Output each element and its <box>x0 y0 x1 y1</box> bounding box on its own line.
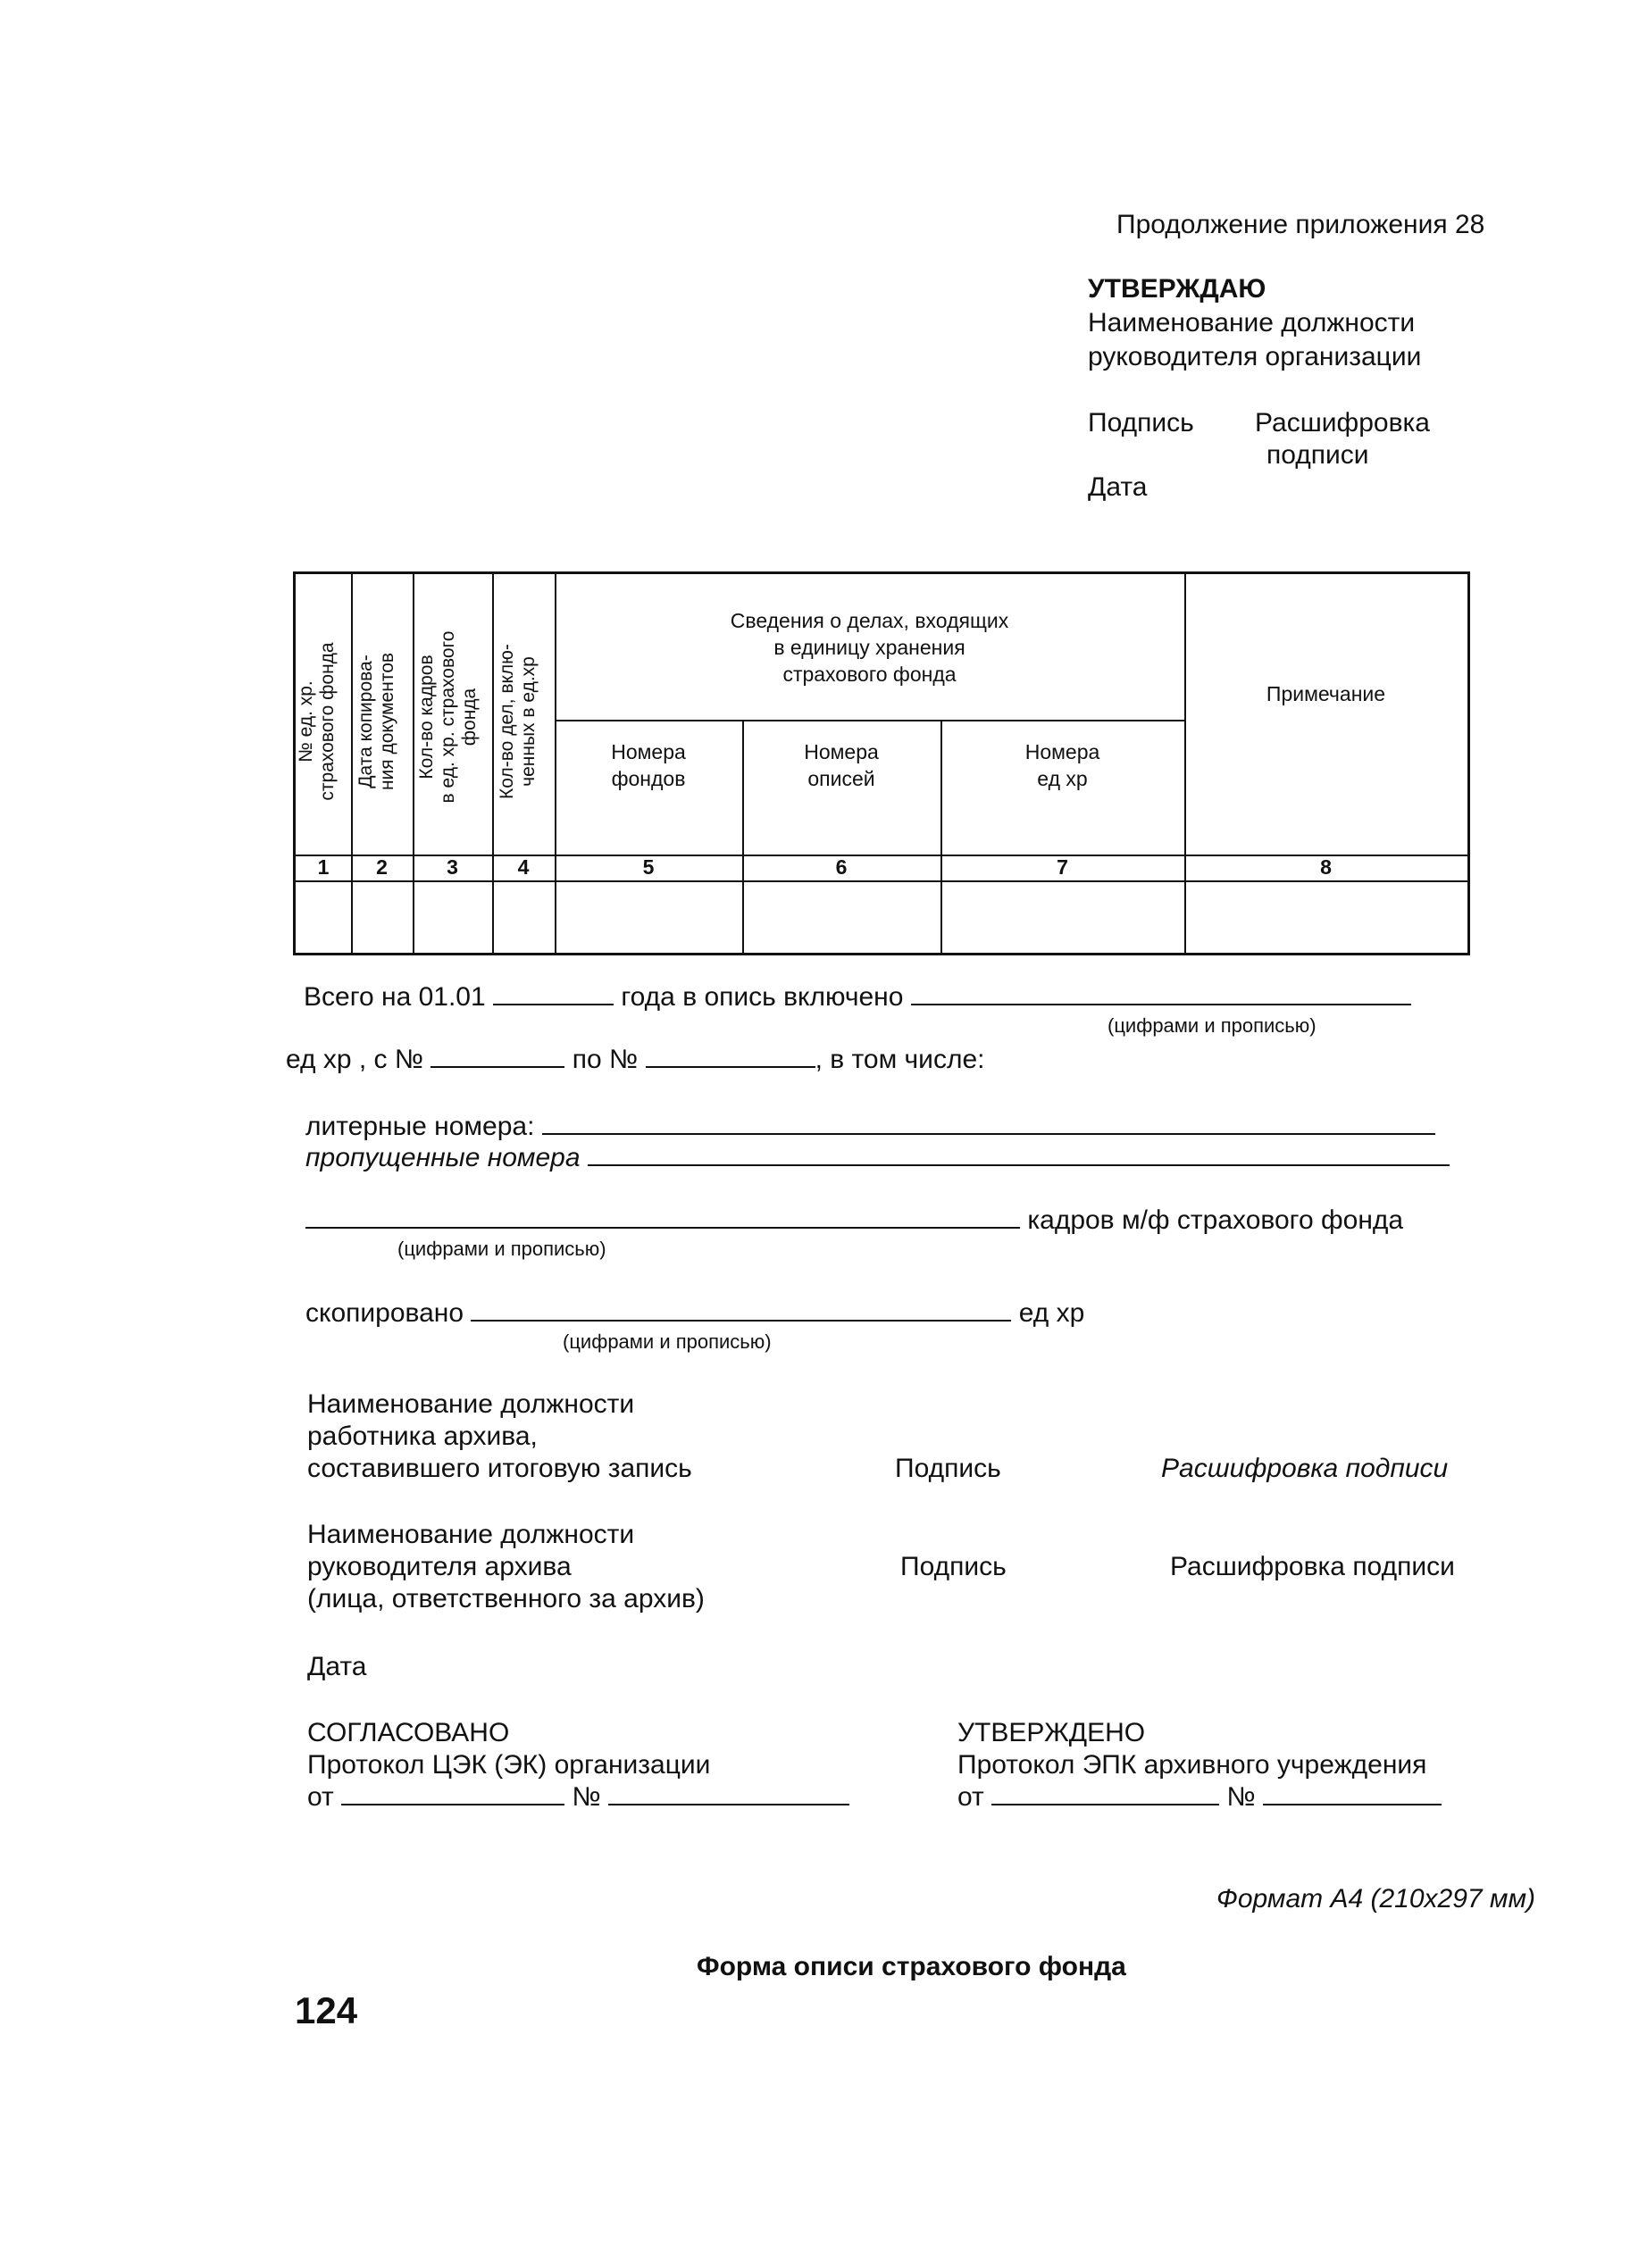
approved-no-label: № <box>1226 1782 1256 1812</box>
col-header-files: Кол-во дел, вклю- ченных в ед.хр <box>497 644 539 799</box>
col-header-note: Примечание <box>1266 682 1386 705</box>
col-number: 6 <box>835 855 848 879</box>
col-header-funds: Номера фондов <box>611 740 686 790</box>
form-title: Форма описи страхового фонда <box>697 1952 1126 1981</box>
to-number-field[interactable] <box>646 1043 815 1068</box>
frames-row <box>305 1204 1403 1238</box>
head-signature: Подпись <box>900 1552 1007 1581</box>
col-header-copy-date: Дата копирова- ния документов <box>355 652 398 791</box>
approved-date-field[interactable] <box>991 1780 1219 1805</box>
worker-title-3: составившего итоговую запись <box>307 1454 692 1483</box>
units-prefix: ед хр , с № <box>286 1045 424 1074</box>
col-header-inventories: Номера описей <box>804 740 879 790</box>
missing-numbers-row <box>305 1141 1450 1175</box>
approve-signature: Подпись <box>1088 408 1194 438</box>
missing-numbers-field[interactable] <box>588 1141 1450 1166</box>
letter-numbers-field[interactable] <box>542 1110 1435 1135</box>
page-number: 124 <box>295 1989 358 2031</box>
agreed-title: СОГЛАСОВАНО <box>307 1718 510 1747</box>
table-vline <box>1184 574 1186 955</box>
col-number: 3 <box>447 855 458 879</box>
approve-line2: руководителя организации <box>1088 342 1422 371</box>
col-header-unit-no: № ед. хр. страхового фонда <box>296 642 339 801</box>
col-header-frames: Кол-во кадров в ед. хр. страхового фонда <box>416 630 481 804</box>
year-field[interactable] <box>493 980 614 1005</box>
copied-unit: ед хр <box>1018 1298 1085 1328</box>
date-label: Дата <box>307 1652 367 1681</box>
col-number: 8 <box>1320 855 1332 879</box>
col-number: 5 <box>642 855 655 879</box>
missing-numbers-label: пропущенные номера <box>305 1143 581 1172</box>
approve-title: УТВЕРЖДАЮ <box>1088 274 1266 304</box>
approved-number-field[interactable] <box>1263 1780 1442 1805</box>
table-vline <box>413 574 414 955</box>
approved-title: УТВЕРЖДЕНО <box>957 1718 1146 1747</box>
total-mid: года в опись включено <box>621 982 904 1012</box>
head-title-1: Наименование должности <box>307 1520 635 1549</box>
total-prefix: Всего на 01.01 <box>304 982 486 1012</box>
units-incl: , в том числе: <box>815 1045 985 1074</box>
worker-title-1: Наименование должности <box>307 1389 635 1419</box>
approve-decode2: подписи <box>1266 440 1369 470</box>
agreed-from-row <box>307 1780 849 1814</box>
col-number: 1 <box>317 855 330 879</box>
inventory-table <box>293 571 1470 955</box>
approved-from-label: от <box>957 1782 984 1812</box>
total-count-field[interactable] <box>911 980 1411 1005</box>
digits-words-hint-3: (цифрами и прописью) <box>563 1330 772 1353</box>
approve-decode: Расшифровка <box>1255 408 1430 438</box>
frames-count-field[interactable] <box>305 1204 1020 1229</box>
worker-title-2: работника архива, <box>307 1422 538 1451</box>
frames-label: кадров м/ф страхового фонда <box>1027 1205 1404 1235</box>
continuation-note: Продолжение приложения 28 <box>1116 210 1485 239</box>
copied-row <box>305 1297 1084 1330</box>
approved-text: Протокол ЭПК архивного учреждения <box>957 1750 1427 1780</box>
agreed-date-field[interactable] <box>341 1780 564 1805</box>
approved-from-row <box>957 1780 1442 1814</box>
agreed-text: Протокол ЦЭК (ЭК) организации <box>307 1750 711 1780</box>
digits-words-hint: (цифрами и прописью) <box>1108 1014 1317 1037</box>
copied-label: скопировано <box>305 1298 464 1328</box>
format-note: Формат А4 (210х297 мм) <box>1216 1884 1536 1914</box>
copied-count-field[interactable] <box>471 1297 1011 1322</box>
agreed-number-field[interactable] <box>608 1780 849 1805</box>
col-number: 7 <box>1057 855 1068 879</box>
agreed-from-label: от <box>307 1782 334 1812</box>
head-title-2: руководителя архива <box>307 1552 572 1581</box>
approve-line1: Наименование должности <box>1088 308 1416 338</box>
agreed-no-label: № <box>572 1782 601 1812</box>
units-row <box>286 1043 984 1077</box>
table-vline <box>351 574 353 955</box>
col-number: 4 <box>517 855 530 879</box>
letter-numbers-row <box>305 1110 1435 1144</box>
letter-numbers-label: литерные номера: <box>305 1112 535 1141</box>
worker-signature: Подпись <box>895 1454 1001 1483</box>
total-row <box>304 980 1411 1014</box>
from-number-field[interactable] <box>430 1043 564 1068</box>
head-title-3: (лица, ответственного за архив) <box>307 1584 705 1613</box>
table-hline <box>296 880 1467 882</box>
units-to: по № <box>572 1045 639 1074</box>
digits-words-hint-2: (цифрами и прописью) <box>397 1238 606 1260</box>
col-header-units: Номера ед хр <box>1024 740 1100 790</box>
worker-decode: Расшифровка подписи <box>1161 1454 1449 1483</box>
table-vline <box>492 574 494 955</box>
table-hline <box>555 720 1184 721</box>
group-header: Сведения о делах, входящих в единицу хранения страхового фонда <box>730 609 1009 686</box>
head-decode: Расшифровка подписи <box>1170 1552 1455 1581</box>
approve-date: Дата <box>1088 472 1148 502</box>
col-number: 2 <box>376 855 388 879</box>
